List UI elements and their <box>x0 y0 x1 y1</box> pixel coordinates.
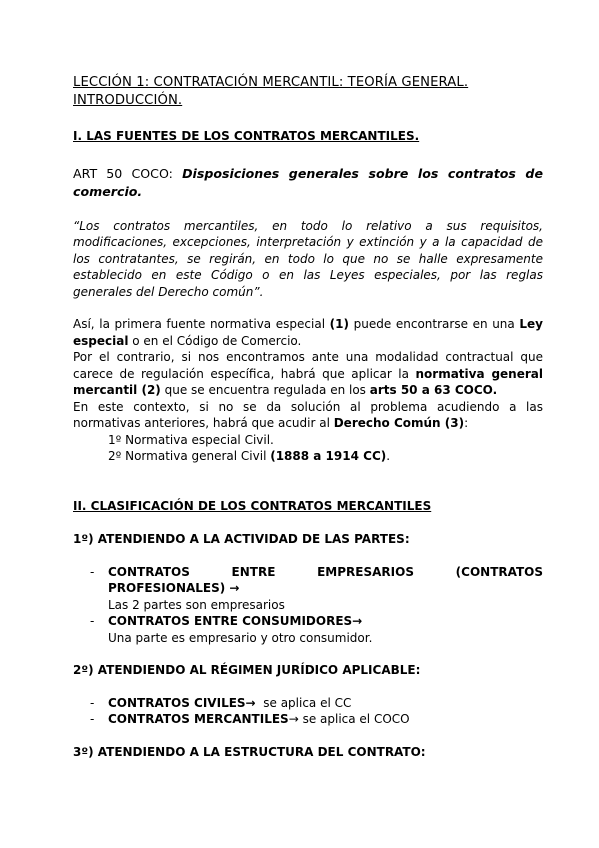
item-description: se aplica el CC <box>255 695 352 710</box>
bold-run: Derecho Común (3) <box>333 416 465 430</box>
text-run: : <box>464 416 469 430</box>
item-title-line-1: CONTRATOS ENTRE CONSUMIDORES→ <box>108 614 363 628</box>
paragraph-first-source <box>73 316 543 349</box>
text-run: . <box>386 449 391 463</box>
bold-run: (1888 a 1914 CC) <box>270 449 387 463</box>
parties-list <box>73 564 543 647</box>
paragraph-general-norm <box>73 349 543 399</box>
item-title: CONTRATOS MERCANTILES <box>108 712 289 726</box>
numbered-line-2 <box>73 448 543 465</box>
text-run: o en el Código de Comercio. <box>128 333 302 348</box>
item-title-line-1: CONTRATOS ENTRE EMPRESARIOS (CONTRATOS <box>108 564 543 579</box>
subheading-structure: 3º) ATENDIENDO A LA ESTRUCTURA DEL CONTRATO: <box>73 744 426 759</box>
dash-bullet: - <box>90 564 95 579</box>
list-item <box>73 613 543 646</box>
section-heading-classification: II. CLASIFICACIÓN DE LOS CONTRATOS MERCANTILES <box>73 498 432 513</box>
article-label: ART 50 COCO: <box>73 165 173 181</box>
section-heading-sources: I. LAS FUENTES DE LOS CONTRATOS MERCANTILES. <box>73 129 420 143</box>
item-title-line-2: PROFESIONALES) → <box>108 581 240 595</box>
item-description: → se aplica el COCO <box>288 712 410 726</box>
article-name: Disposiciones generales sobre los contratos de comercio. <box>73 165 543 199</box>
numbered-line-1: 1º Normativa especial Civil. <box>108 432 274 447</box>
dash-bullet: - <box>90 614 95 628</box>
text-run: Así, la primera fuente normativa especial <box>73 317 330 331</box>
paragraph-common-law <box>73 399 543 432</box>
text-run: que se encuentra regulada en los <box>160 383 370 397</box>
bold-run: (1) <box>329 317 349 331</box>
list-item <box>73 695 543 712</box>
text-run: Por el contrario, si nos encontramos ante una modalidad contractual que carece de regulación específica, habrá que aplicar la <box>73 350 543 381</box>
dash-bullet: - <box>90 695 95 710</box>
bold-run: arts 50 a 63 COCO. <box>369 383 498 397</box>
text-run: puede encontrarse en una <box>349 317 520 331</box>
list-item <box>73 564 543 614</box>
item-title: CONTRATOS CIVILES→ <box>108 695 256 710</box>
item-description: Las 2 partes son empresarios <box>108 597 285 612</box>
text-run: En este contexto, si no se da solución al problema acudiendo a las normativas anteriores, habrá que acudir al <box>73 399 543 430</box>
list-item <box>73 711 543 728</box>
dash-bullet: - <box>90 712 95 726</box>
text-run: 2º Normativa general Civil <box>108 449 271 463</box>
bold-run: normativa general mercantil (2) <box>73 366 543 397</box>
regime-list <box>73 695 543 728</box>
subheading-legal-regime: 2º) ATENDIENDO AL RÉGIMEN JURÍDICO APLICABLE: <box>73 663 421 677</box>
document-title: LECCIÓN 1: CONTRATACIÓN MERCANTIL: TEORÍA GENERAL. INTRODUCCIÓN. <box>73 75 469 108</box>
article-quote: “Los contratos mercantiles, en todo lo relativo a sus requisitos, modificaciones, excepciones, interpretación y extinción y a la capacidad de los contratantes, se regirán, en todo lo que no se halle expresamente establecido en este Código o en las Leyes especiales, por las reglas generales del Derecho común”. <box>73 218 543 299</box>
item-description: Una parte es empresario y otro consumidor. <box>108 630 373 645</box>
article-heading <box>73 165 543 201</box>
bold-run: Ley especial <box>73 317 543 348</box>
subheading-parties: 1º) ATENDIENDO A LA ACTIVIDAD DE LAS PARTES: <box>73 532 410 546</box>
